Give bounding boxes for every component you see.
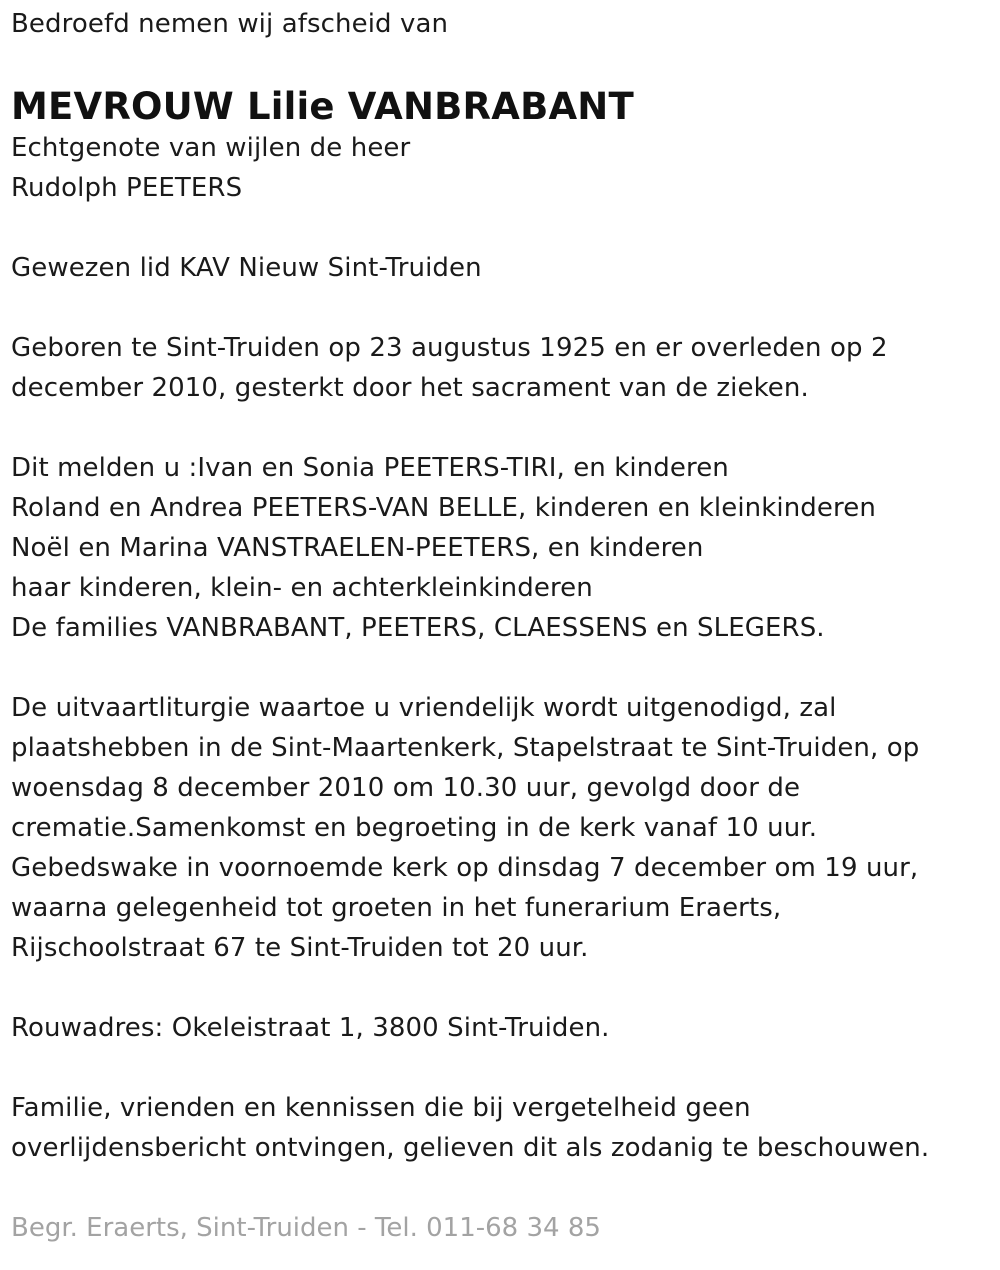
intro-text: Bedroefd nemen wij afscheid van: [11, 9, 449, 39]
spacer: [11, 208, 986, 248]
deceased-name: MEVROUW Lilie VANBRABANT: [11, 85, 634, 128]
spacer: [11, 1168, 986, 1208]
mourning-address: Rouwadres: Okeleistraat 1, 3800 Sint-Truiden.: [11, 1013, 610, 1043]
announcer-line: Roland en Andrea PEETERS-VAN BELLE, kinderen en kleinkinderen: [11, 493, 876, 523]
obituary-document: [11, 4, 986, 1248]
funeral-line: crematie.Samenkomst en begroeting in de kerk vanaf 10 uur.: [11, 813, 818, 843]
funeral-line: Rijschoolstraat 67 te Sint-Truiden tot 20 uur.: [11, 933, 589, 963]
spacer: [11, 288, 986, 328]
funeral-director-footer: Begr. Eraerts, Sint-Truiden - Tel. 011-68 34 85: [11, 1213, 601, 1243]
spacer: [11, 648, 986, 688]
notice-line: Familie, vrienden en kennissen die bij vergetelheid geen: [11, 1093, 751, 1123]
announcer-line: De families VANBRABANT, PEETERS, CLAESSENS en SLEGERS.: [11, 613, 825, 643]
announcer-line: Noël en Marina VANSTRAELEN-PEETERS, en kinderen: [11, 533, 704, 563]
funeral-line: Gebedswake in voornoemde kerk op dinsdag 7 december om 19 uur,: [11, 853, 919, 883]
spouse-name: Rudolph PEETERS: [11, 173, 243, 203]
announcer-line: haar kinderen, klein- en achterkleinkinderen: [11, 573, 593, 603]
spacer: [11, 408, 986, 448]
funeral-line: waarna gelegenheid tot groeten in het funerarium Eraerts,: [11, 893, 782, 923]
spacer: [11, 44, 986, 86]
spouse-line: Echtgenote van wijlen de heer: [11, 133, 411, 163]
funeral-line: plaatshebben in de Sint-Maartenkerk, Stapelstraat te Sint-Truiden, op: [11, 733, 920, 763]
birth-death-line: Geboren te Sint-Truiden op 23 augustus 1925 en er overleden op 2: [11, 333, 888, 363]
membership-text: Gewezen lid KAV Nieuw Sint-Truiden: [11, 253, 482, 283]
funeral-line: woensdag 8 december 2010 om 10.30 uur, gevolgd door de: [11, 773, 801, 803]
spacer: [11, 968, 986, 1008]
funeral-line: De uitvaartliturgie waartoe u vriendelijk wordt uitgenodigd, zal: [11, 693, 837, 723]
spacer: [11, 1048, 986, 1088]
announcer-line: Dit melden u :Ivan en Sonia PEETERS-TIRI, en kinderen: [11, 453, 729, 483]
notice-line: overlijdensbericht ontvingen, gelieven dit als zodanig te beschouwen.: [11, 1133, 930, 1163]
birth-death-line: december 2010, gesterkt door het sacrament van de zieken.: [11, 373, 809, 403]
